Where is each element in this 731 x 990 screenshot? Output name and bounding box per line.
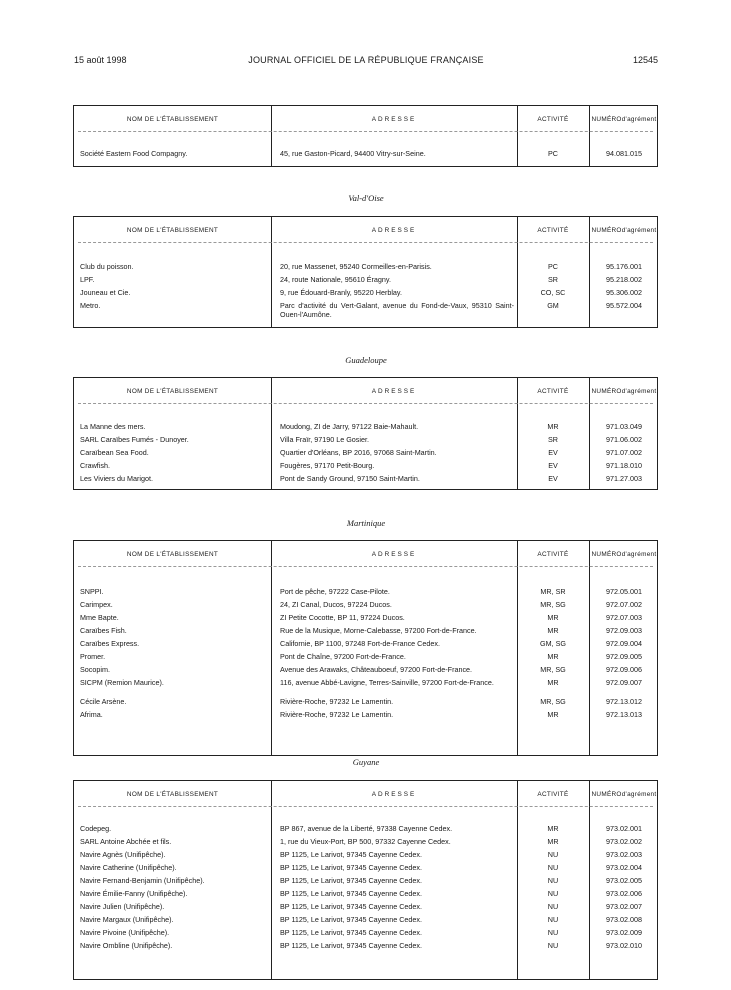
- establishment-name: Navire Ombline (Unifipêche).: [80, 941, 173, 950]
- approval-number: 972.09.007: [606, 678, 642, 687]
- approval-number: 973.02.002: [606, 837, 642, 846]
- activity-code: MR, SG: [540, 600, 566, 609]
- table-header: [74, 217, 657, 243]
- column-header-address: ADRESSE: [371, 115, 417, 123]
- column-header-number-line1: NUMÉRO: [591, 790, 622, 798]
- establishment-address: Moudong, ZI de Jarry, 97122 Baie-Mahault.: [280, 422, 419, 431]
- establishment-address: BP 867, avenue de la Liberté, 97338 Cayenne Cedex.: [280, 824, 453, 833]
- establishment-name: Codepeg.: [80, 824, 112, 833]
- column-header-number-line2: d'agrément: [621, 226, 657, 234]
- establishment-table: [73, 540, 658, 756]
- establishment-address: Fougères, 97170 Petit-Bourg.: [280, 461, 375, 470]
- activity-code: GM: [547, 301, 559, 310]
- activity-code: SR: [548, 435, 558, 444]
- establishment-address: ZI Petite Cocotte, BP 11, 97224 Ducos.: [280, 613, 405, 622]
- column-header-number-line1: NUMÉRO: [591, 226, 622, 234]
- establishment-address: 20, rue Massenet, 95240 Cormeilles-en-Parisis.: [280, 262, 432, 271]
- column-header-address: ADRESSE: [371, 226, 417, 234]
- approval-number: 972.09.004: [606, 639, 642, 648]
- column-header-number-line2: d'agrément: [621, 387, 657, 395]
- activity-code: MR: [547, 678, 559, 687]
- approval-number: 973.02.009: [606, 928, 642, 937]
- activity-code: PC: [548, 262, 558, 271]
- approval-number: 972.13.012: [606, 697, 642, 706]
- activity-code: MR: [547, 626, 559, 635]
- establishment-address: Pont de Sandy Ground, 97150 Saint-Martin.: [280, 474, 420, 483]
- establishment-name: Caraïbes Express.: [80, 639, 140, 648]
- column-header-number-line1: NUMÉRO: [591, 550, 622, 558]
- column-header-name: NOM DE L'ÉTABLISSEMENT: [126, 115, 219, 123]
- header-separator: [78, 242, 653, 243]
- establishment-address: 24, route Nationale, 95610 Éragny.: [280, 275, 391, 284]
- approval-number: 973.02.008: [606, 915, 642, 924]
- approval-number: 972.09.003: [606, 626, 642, 635]
- approval-number: 95.218.002: [606, 275, 642, 284]
- activity-code: NU: [547, 915, 559, 924]
- establishment-address: Pont de Chaîne, 97200 Fort-de-France.: [280, 652, 406, 661]
- establishment-address: 45, rue Gaston-Picard, 94400 Vitry-sur-Seine.: [280, 149, 426, 158]
- header-separator: [78, 806, 653, 807]
- establishment-address: 1, rue du Vieux-Port, BP 500, 97332 Cayenne Cedex.: [280, 837, 451, 846]
- establishment-address: 24, ZI Canal, Ducos, 97224 Ducos.: [280, 600, 392, 609]
- establishment-address: Parc d'activité du Vert-Galant, avenue du Fond-de-Vaux, 95310 Saint-Ouen-l'Aumône.: [280, 301, 514, 319]
- establishment-name: Navire Catherine (Unifipêche).: [80, 863, 177, 872]
- column-header-address: ADRESSE: [371, 387, 417, 395]
- establishment-name: SARL Antoine Abchée et fils.: [80, 837, 172, 846]
- column-header-number: [589, 781, 659, 807]
- activity-code: NU: [547, 863, 559, 872]
- section-title: Val-d'Oise: [348, 193, 384, 203]
- approval-number: 94.081.015: [606, 149, 642, 158]
- column-header-name: NOM DE L'ÉTABLISSEMENT: [126, 387, 219, 395]
- establishment-address: Rue de la Musique, Morne-Calebasse, 97200 Fort-de-France.: [280, 626, 477, 635]
- page-number: 12545: [632, 55, 658, 65]
- establishment-table: [73, 780, 658, 980]
- column-header-activity: ACTIVITÉ: [537, 790, 569, 798]
- activity-code: EV: [548, 474, 558, 483]
- column-header-number-line2: d'agrément: [621, 790, 657, 798]
- approval-number: 971.03.049: [606, 422, 642, 431]
- issue-date: 15 août 1998: [74, 55, 127, 65]
- establishment-table: [73, 377, 658, 490]
- page-header: [74, 55, 658, 69]
- column-header-activity: ACTIVITÉ: [537, 550, 569, 558]
- column-header-name: NOM DE L'ÉTABLISSEMENT: [126, 226, 219, 234]
- column-header-address: ADRESSE: [371, 550, 417, 558]
- establishment-table: [73, 105, 658, 167]
- establishment-name: Société Eastern Food Compagny.: [80, 149, 188, 158]
- activity-code: MR: [547, 652, 559, 661]
- establishment-name: Navire Julien (Unifipêche).: [80, 902, 165, 911]
- establishment-address: BP 1125, Le Larivot, 97345 Cayenne Cedex.: [280, 902, 422, 911]
- establishment-name: Promer.: [80, 652, 106, 661]
- activity-code: MR: [547, 837, 559, 846]
- header-separator: [78, 566, 653, 567]
- establishment-name: Navire Agnès (Unifipêche).: [80, 850, 166, 859]
- establishment-address: 9, rue Édouard-Branly, 95220 Herblay.: [280, 288, 402, 297]
- establishment-name: La Manne des mers.: [80, 422, 146, 431]
- establishment-address: BP 1125, Le Larivot, 97345 Cayenne Cedex.: [280, 850, 422, 859]
- column-header-number: [589, 378, 659, 404]
- approval-number: 973.02.010: [606, 941, 642, 950]
- establishment-address: BP 1125, Le Larivot, 97345 Cayenne Cedex.: [280, 915, 422, 924]
- approval-number: 972.07.003: [606, 613, 642, 622]
- activity-code: MR, SR: [540, 587, 566, 596]
- activity-code: MR: [547, 824, 559, 833]
- activity-code: EV: [548, 461, 558, 470]
- establishment-address: BP 1125, Le Larivot, 97345 Cayenne Cedex.: [280, 928, 422, 937]
- column-header-address: ADRESSE: [371, 790, 417, 798]
- column-header-name: NOM DE L'ÉTABLISSEMENT: [126, 790, 219, 798]
- establishment-address: BP 1125, Le Larivot, 97345 Cayenne Cedex.: [280, 876, 422, 885]
- establishment-name: Afrima.: [80, 710, 103, 719]
- activity-code: MR, SG: [540, 697, 566, 706]
- activity-code: NU: [547, 902, 559, 911]
- activity-code: GM, SG: [540, 639, 566, 648]
- approval-number: 971.18.010: [606, 461, 642, 470]
- establishment-address: Villa Fraïr, 97190 Le Gosier.: [280, 435, 369, 444]
- column-header-activity: ACTIVITÉ: [537, 387, 569, 395]
- approval-number: 972.13.013: [606, 710, 642, 719]
- approval-number: 973.02.005: [606, 876, 642, 885]
- column-header-name: NOM DE L'ÉTABLISSEMENT: [126, 550, 219, 558]
- activity-code: MR: [547, 613, 559, 622]
- establishment-address: Californie, BP 1100, 97248 Fort-de-France Cedex.: [280, 639, 440, 648]
- approval-number: 971.27.003: [606, 474, 642, 483]
- establishment-name: Cécile Arsène.: [80, 697, 127, 706]
- column-header-number: [589, 106, 659, 132]
- column-header-activity: ACTIVITÉ: [537, 115, 569, 123]
- header-separator: [78, 131, 653, 132]
- table-header: [74, 781, 657, 807]
- journal-title: JOURNAL OFFICIEL DE LA RÉPUBLIQUE FRANÇAISE: [248, 55, 484, 65]
- establishment-name: Socopim.: [80, 665, 110, 674]
- approval-number: 95.572.004: [606, 301, 642, 310]
- section-title: Guyane: [352, 757, 380, 767]
- column-divider: [589, 541, 590, 755]
- approval-number: 971.06.002: [606, 435, 642, 444]
- establishment-name: Mme Bapte.: [80, 613, 119, 622]
- activity-code: NU: [547, 876, 559, 885]
- approval-number: 971.07.002: [606, 448, 642, 457]
- section-title: Guadeloupe: [345, 355, 387, 365]
- establishment-name: Caraïbean Sea Food.: [80, 448, 149, 457]
- table-header: [74, 106, 657, 132]
- activity-code: SR: [548, 275, 558, 284]
- column-header-number: [589, 217, 659, 243]
- approval-number: 973.02.007: [606, 902, 642, 911]
- table-header: [74, 378, 657, 404]
- activity-code: NU: [547, 850, 559, 859]
- column-divider: [517, 541, 518, 755]
- establishment-name: Metro.: [80, 301, 101, 310]
- activity-code: NU: [547, 928, 559, 937]
- establishment-address: Rivière-Roche, 97232 Le Lamentin.: [280, 710, 394, 719]
- column-header-number-line1: NUMÉRO: [591, 387, 622, 395]
- approval-number: 972.09.005: [606, 652, 642, 661]
- establishment-name: SNPPI.: [80, 587, 104, 596]
- establishment-name: Club du poisson.: [80, 262, 134, 271]
- establishment-address: BP 1125, Le Larivot, 97345 Cayenne Cedex.: [280, 889, 422, 898]
- establishment-name: Les Viviers du Marigot.: [80, 474, 153, 483]
- activity-code: NU: [547, 889, 559, 898]
- establishment-name: Carimpex.: [80, 600, 113, 609]
- approval-number: 95.306.002: [606, 288, 642, 297]
- establishment-name: Caraïbes Fish.: [80, 626, 127, 635]
- establishment-address: BP 1125, Le Larivot, 97345 Cayenne Cedex.: [280, 863, 422, 872]
- establishment-address: Quartier d'Orléans, BP 2016, 97068 Saint-Martin.: [280, 448, 437, 457]
- establishment-name: Navire Pivoine (Unifipêche).: [80, 928, 170, 937]
- activity-code: MR: [547, 710, 559, 719]
- establishment-name: SARL Caraïbes Fumés - Dunoyer.: [80, 435, 189, 444]
- establishment-name: Navire Fernand-Benjamin (Unifipêche).: [80, 876, 205, 885]
- establishment-address: Avenue des Arawaks, Châteauboeuf, 97200 Fort-de-France.: [280, 665, 473, 674]
- approval-number: 973.02.004: [606, 863, 642, 872]
- establishment-address: Rivière-Roche, 97232 Le Lamentin.: [280, 697, 394, 706]
- header-separator: [78, 403, 653, 404]
- establishment-address: BP 1125, Le Larivot, 97345 Cayenne Cedex.: [280, 941, 422, 950]
- approval-number: 973.02.003: [606, 850, 642, 859]
- activity-code: CO, SC: [540, 288, 566, 297]
- approval-number: 973.02.001: [606, 824, 642, 833]
- establishment-name: Jouneau et Cie.: [80, 288, 131, 297]
- approval-number: 972.05.001: [606, 587, 642, 596]
- establishment-name: SICPM (Remion Maurice).: [80, 678, 164, 687]
- approval-number: 973.02.006: [606, 889, 642, 898]
- column-header-number: [589, 541, 659, 567]
- establishment-address: 116, avenue Abbé-Lavigne, Terres-Sainville, 97200 Fort-de-France.: [280, 678, 494, 687]
- activity-code: EV: [548, 448, 558, 457]
- establishment-name: LPF.: [80, 275, 95, 284]
- establishment-name: Navire Margaux (Unifipêche).: [80, 915, 174, 924]
- approval-number: 95.176.001: [606, 262, 642, 271]
- establishment-table: [73, 216, 658, 328]
- column-header-number-line2: d'agrément: [621, 115, 657, 123]
- column-header-number-line2: d'agrément: [621, 550, 657, 558]
- column-header-number-line1: NUMÉRO: [591, 115, 622, 123]
- table-header: [74, 541, 657, 567]
- section-title: Martinique: [346, 518, 386, 528]
- approval-number: 972.07.002: [606, 600, 642, 609]
- activity-code: MR, SG: [540, 665, 566, 674]
- establishment-name: Navire Émilie-Fanny (Unifipêche).: [80, 889, 188, 898]
- establishment-name: Crawfish.: [80, 461, 110, 470]
- approval-number: 972.09.006: [606, 665, 642, 674]
- establishment-address: Port de pêche, 97222 Case-Pilote.: [280, 587, 390, 596]
- activity-code: PC: [548, 149, 558, 158]
- column-divider: [271, 541, 272, 755]
- activity-code: NU: [547, 941, 559, 950]
- activity-code: MR: [547, 422, 559, 431]
- column-header-activity: ACTIVITÉ: [537, 226, 569, 234]
